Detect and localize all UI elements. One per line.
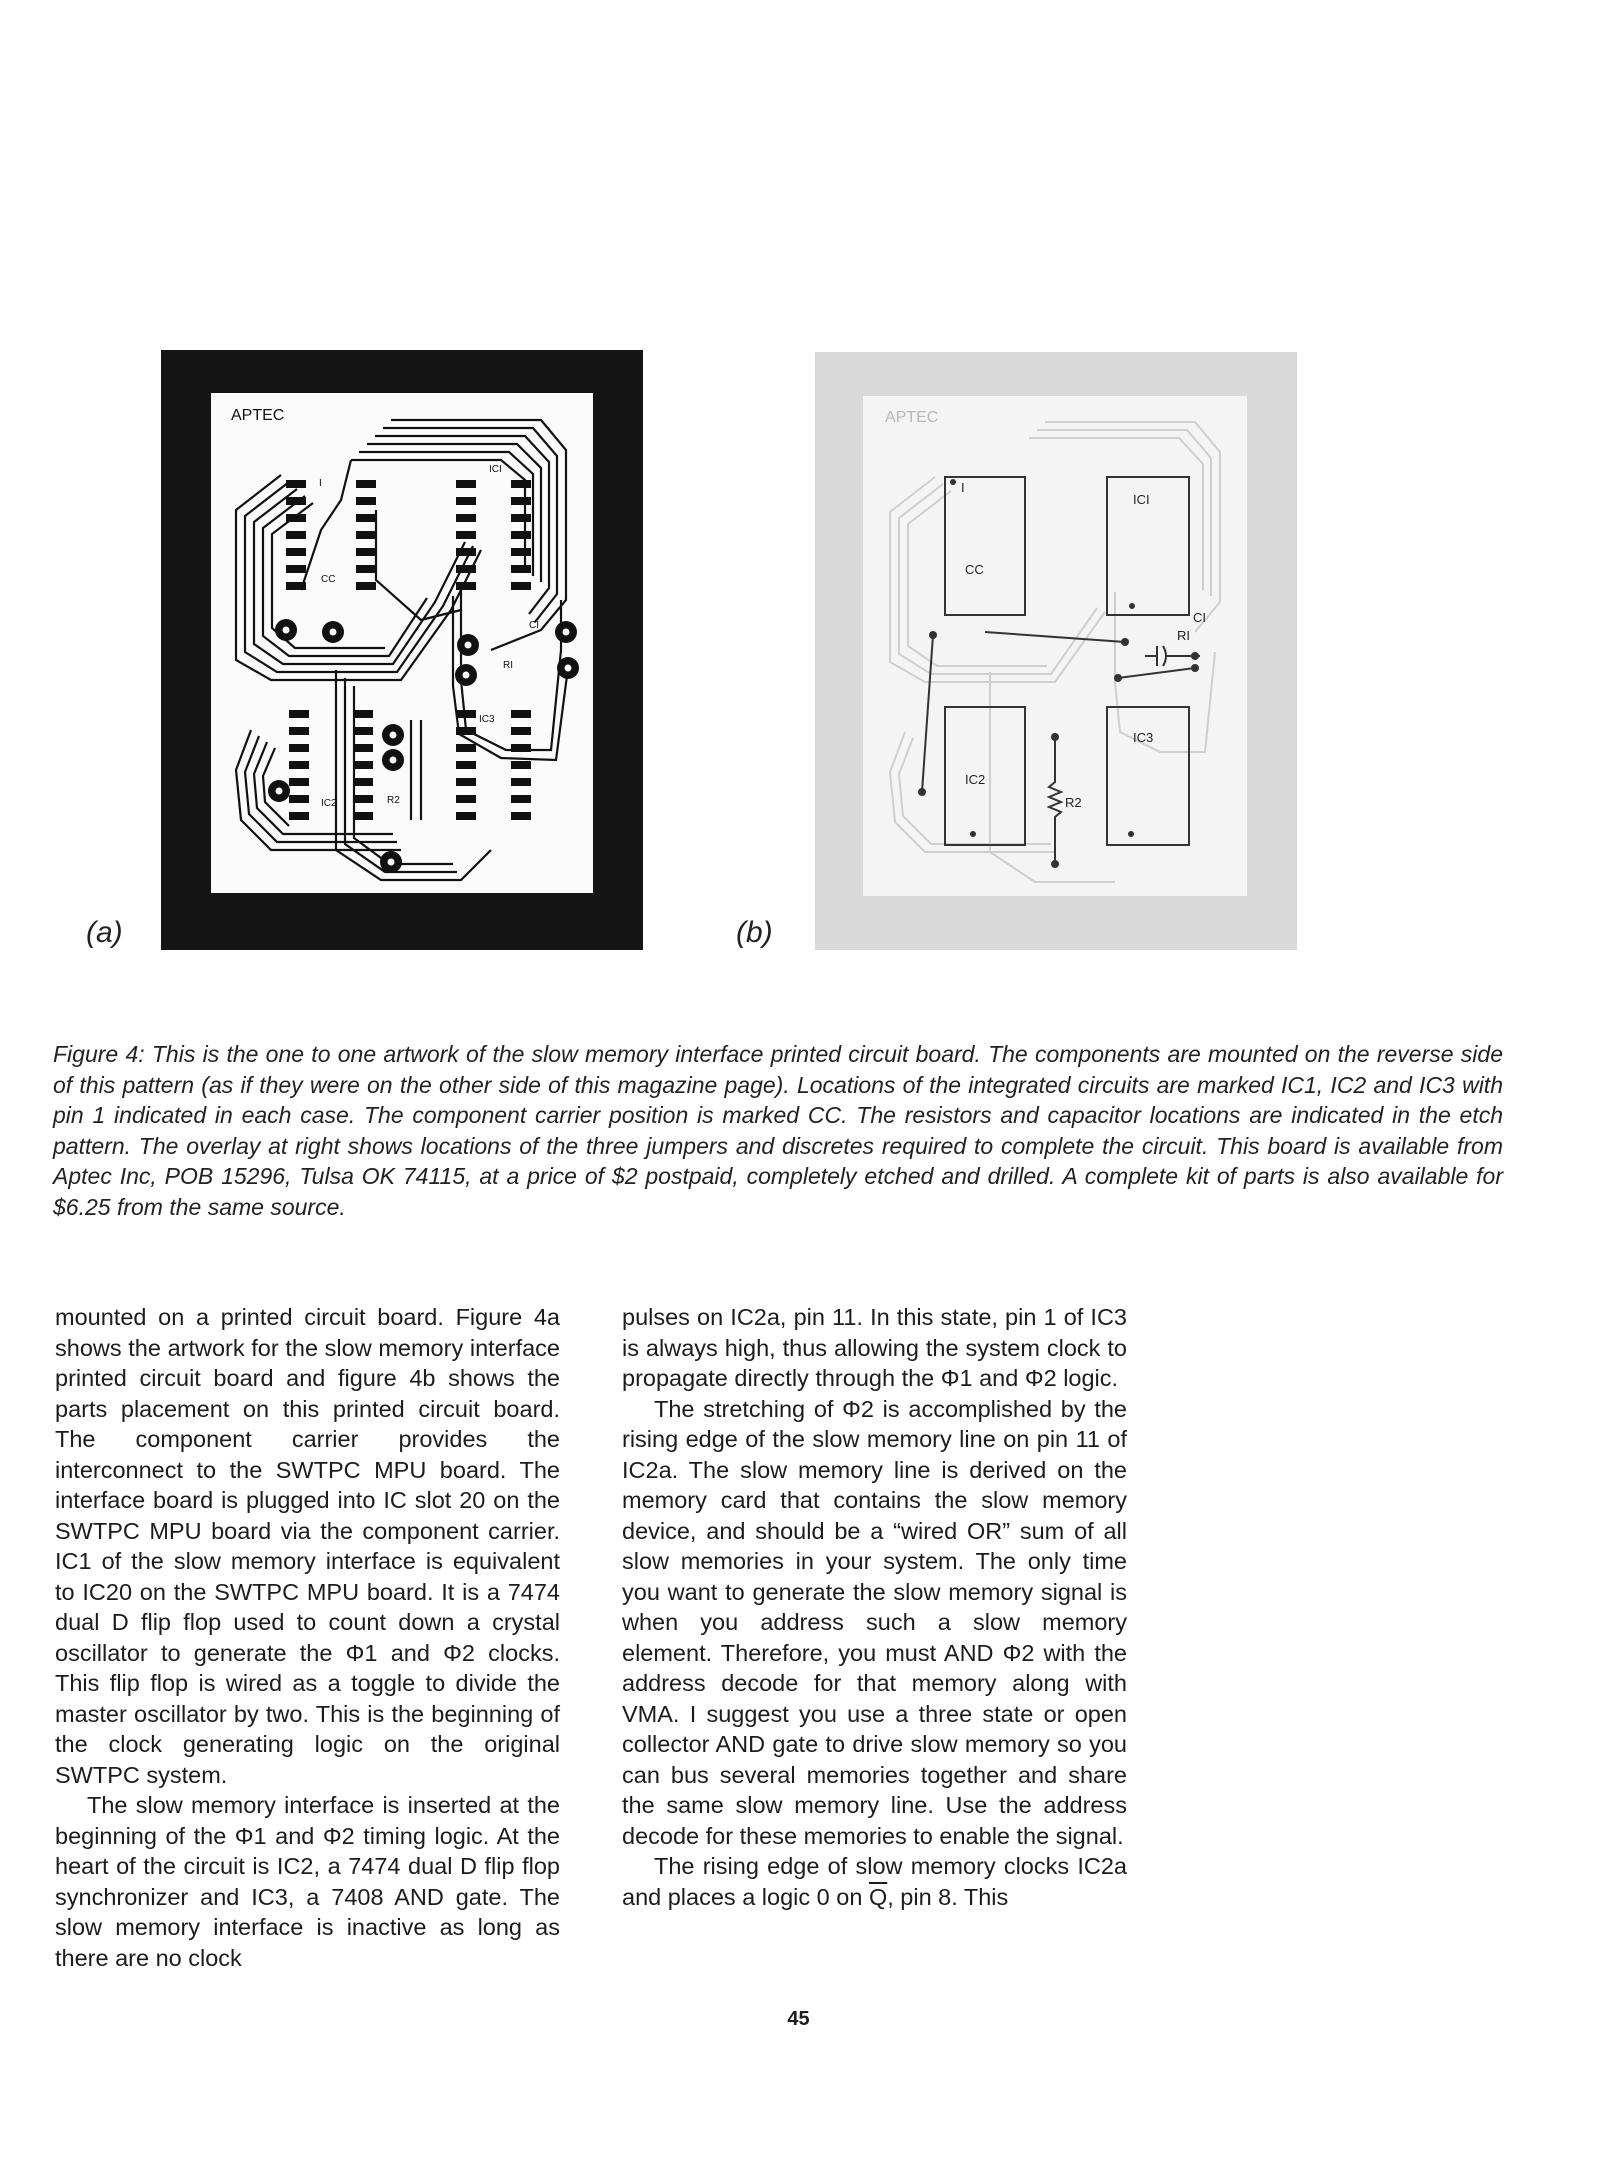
ic3-label: IC3 (479, 714, 495, 725)
c1-label: CI (529, 620, 539, 631)
panel-label-b: (b) (736, 916, 773, 949)
r1-label: RI (503, 660, 513, 671)
c1-label-b: CI (1193, 610, 1206, 625)
figure-caption: Figure 4: This is the one to one artwork of the slow memory interface printed circuit board. The components are mounted on the reverse side of this pattern (as if they were on the other side of this magazine page). Locations of the integrated circuits are marked IC1, IC2 and IC3 with pin 1 indicated in each case. The component carrier position is marked CC. The resistors and capacitor locations are indicated in the etch pattern. The overlay at right shows locations of the three jumpers and discretes required to complete the circuit. This board is available from Aptec Inc, POB 15296, Tulsa OK 74115, at a price of $2 postpaid, completely etched and drilled. A complete kit of parts is also available for $6.25 from the same source. (53, 1041, 1503, 1220)
r2-label: R2 (387, 795, 400, 806)
page-number: 45 (787, 2008, 810, 2030)
pin1-marker-b: I (961, 480, 965, 495)
figure-4a-artwork (161, 350, 643, 950)
cc-label: CC (321, 574, 336, 585)
figure-4b-parts-placement (815, 352, 1297, 950)
ic2-label: IC2 (321, 798, 337, 809)
ic1-label: ICI (489, 464, 502, 475)
r1-label-b: RI (1177, 628, 1190, 643)
paragraph: The stretching of Φ2 is accomplished by the rising edge of the slow memory line on pin 11 of IC2a. The slow memory line is derived on the memory card that contains the slow memory device, and should be a “wired OR” sum of all slow memories in your system. The only time you want to generate the slow memory signal is when you address such a slow memory element. Therefore, you must AND Φ2 with the address decode for that memory along with VMA. I suggest you use a three state or open collector AND gate to drive slow memory so you can bus several memories together and share the same slow memory line. Use the address decode for these memories to enable the signal. (622, 1395, 1127, 1849)
q-bar-symbol: $\overline{Q}$ (868, 1883, 888, 1910)
pin1-marker: I (319, 478, 322, 489)
body-column-left (55, 1302, 560, 1973)
board-brand-label-faint: APTEC (885, 409, 939, 426)
ic2-label-b: IC2 (965, 772, 986, 787)
body-column-right (622, 1302, 1127, 1912)
paragraph: pulses on IC2a, pin 11. In this state, pin 1 of IC3 is always high, thus allowing the system clock to propagate directly through the Φ1 and Φ2 logic. (622, 1304, 1127, 1391)
paragraph: The slow memory interface is inserted at the beginning of the Φ1 and Φ2 timing logic. At the heart of the circuit is IC2, a 7474 dual D flip flop synchronizer and IC3, a 7408 AND gate. The slow memory interface is inactive as long as there are no clock (55, 1792, 560, 1971)
r2-label-b: R2 (1065, 795, 1082, 810)
paragraph: The rising edge of slow memory clocks IC2a and places a logic 0 on $\overline{Q}$, pin 8. This (622, 1853, 1127, 1910)
paragraph: mounted on a printed circuit board. Figure 4a shows the artwork for the slow memory interface printed circuit board and figure 4b shows the parts placement on this printed circuit board. The component carrier provides the interconnect to the SWTPC MPU board. The interface board is plugged into IC slot 20 on the SWTPC MPU board via the component carrier. IC1 of the slow memory interface is equivalent to IC20 on the SWTPC MPU board. It is a 7474 dual D flip flop used to count down a crystal oscillator to generate the Φ1 and Φ2 clocks. This flip flop is wired as a toggle to divide the master oscillator by two. This is the beginning of the clock generating logic on the original SWTPC system. (55, 1304, 560, 1788)
ic3-label-b: IC3 (1133, 730, 1154, 745)
ic1-label-b: ICI (1133, 492, 1150, 507)
panel-label-a: (a) (86, 916, 123, 949)
board-brand-label: APTEC (231, 407, 285, 424)
cc-label-b: CC (965, 562, 984, 577)
